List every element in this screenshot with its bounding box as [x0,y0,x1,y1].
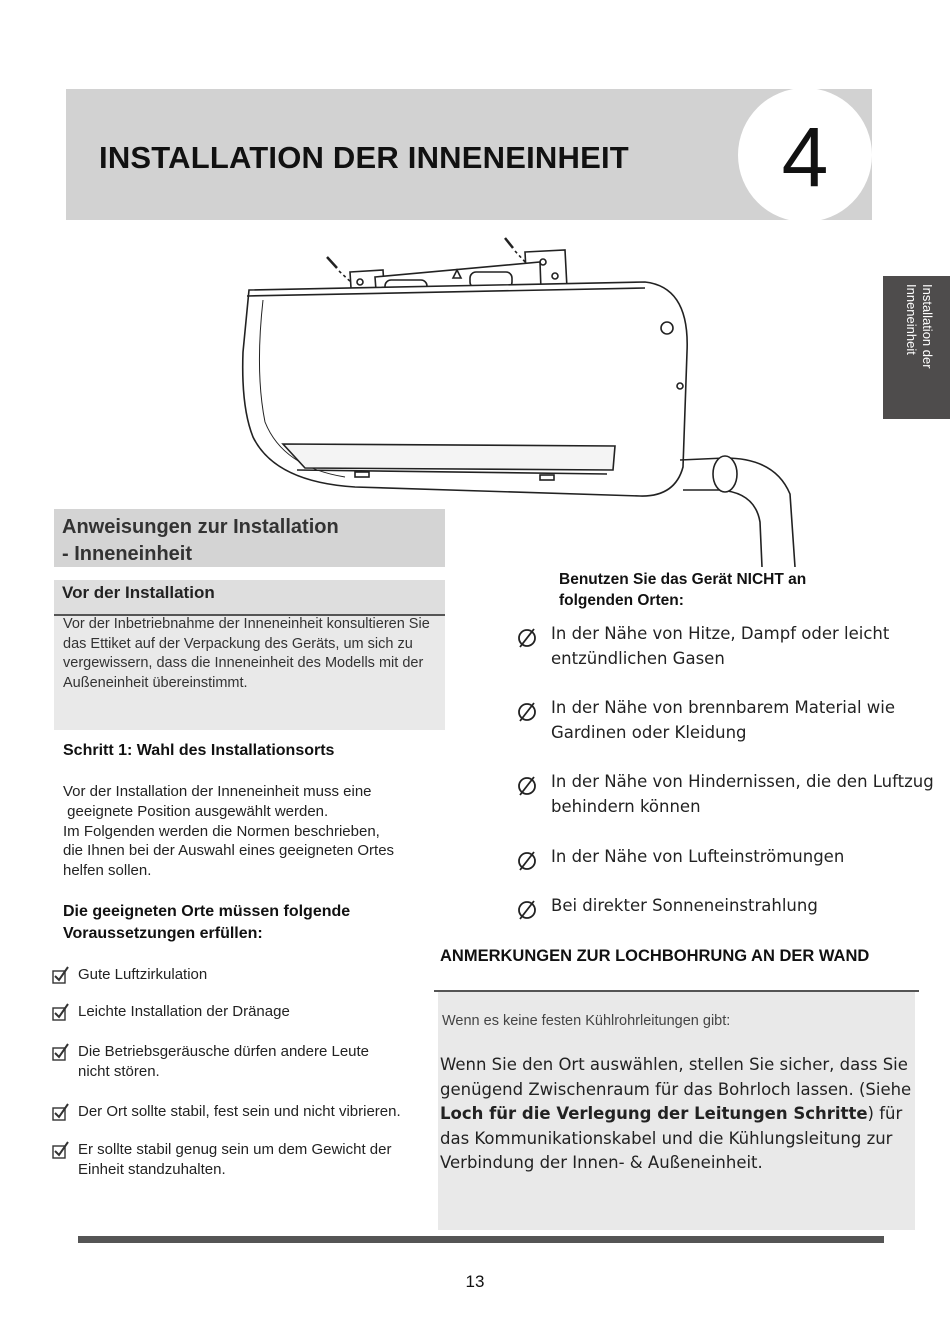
screw-icon-right [505,238,527,264]
wall-hole-notes-title: ANMERKUNGEN ZUR LOCHBOHRUNG AN DER WAND [440,947,870,965]
checkbox-check-icon [52,1043,70,1061]
screw-icon-left [327,257,353,284]
requirement-text: Leichte Installation der Dränage [78,1003,290,1020]
avoid-text: In der Nähe von Hitze, Dampf oder leicht entzündlichen Gasen [551,624,890,668]
requirements-title: Die geeigneten Orte müssen folgende Voraussetzungen erfüllen: [63,903,351,942]
chapter-number-circle [738,88,872,222]
instructions-heading [62,514,339,568]
notes-text-bold-reference: Loch für die Verlegung der Leitungen Schritte [440,1104,868,1123]
instructions-heading-box [54,509,445,567]
wall-hole-notes-box [438,933,915,1230]
instructions-heading-line1: Anweisungen zur Installation [62,516,339,538]
requirement-text: Gute Luftzirkulation [78,966,208,983]
requirement-text: Der Ort sollte stabil, fest sein und nicht vibrieren. [78,1103,401,1120]
avoid-text: In der Nähe von Hindernissen, die den Luftzug behindern können [551,772,934,816]
step1-text-line: Im Folgenden werden die Normen beschrieben, [63,822,380,840]
step1-text-line: geeignete Position ausgewählt werden. [63,802,329,820]
wall-hole-notes-text [440,1053,915,1176]
before-installation-box [54,580,445,730]
step1-title: Schritt 1: Wahl des Installationsorts [63,742,335,759]
checkbox-check-icon [52,1141,70,1159]
before-installation-text: Vor der Inbetriebnahme der Inneneinheit konsultieren Sie das Ettiket auf der Verpackung des Geräts, um sich zu vergewissern, dass die Inneneinheit des Modells mit der Außeneinheit übereinstimmt. [63,616,430,691]
before-installation-title-bar [54,580,445,616]
avoid-text: In der Nähe von Lufteinströmungen [551,847,845,866]
avoid-text: In der Nähe von brennbarem Material wie Gardinen oder Kleidung [551,698,896,742]
indoor-unit-body [243,282,687,496]
avoid-text: Bei direkter Sonneneinstrahlung [551,896,818,915]
side-tab [883,276,950,419]
footer-rule [78,1236,884,1243]
notes-text-part: Wenn Sie den Ort auswählen, stellen Sie sicher, dass Sie genügend Zwischenraum für das Bohrloch lassen. (Siehe [440,1055,912,1099]
before-installation-title: Vor der Installation [62,583,215,602]
avoid-locations-title: Benutzen Sie das Gerät NICHT an folgenden Orten: [559,571,807,609]
refrigerant-pipe [680,456,795,567]
prohibited-icon [516,627,538,649]
chapter-title: INSTALLATION DER INNENEINHEIT [99,140,629,175]
checkbox-check-icon [52,1103,70,1121]
prohibited-icon [516,899,538,921]
step1-text [63,782,443,881]
prohibited-icon [516,775,538,797]
side-tab-label: Installation der Inneneinheit [904,284,935,369]
instructions-heading-line2: - Inneneinheit [62,543,192,565]
requirement-text: Er sollte stabil genug sein um dem Gewicht der Einheit standzuhalten. [78,1141,392,1178]
checkbox-check-icon [52,966,70,984]
checkbox-check-icon [52,1003,70,1021]
wall-hole-notes-title-bar [434,933,919,992]
step1-text-line: helfen sollen. [63,862,152,880]
prohibited-icon [516,850,538,872]
requirement-text: Die Betriebsgeräusche dürfen andere Leute nicht stören. [78,1043,370,1080]
step1-text-line: Vor der Installation der Inneneinheit muss eine [63,783,372,800]
notes-text-part: ) für das Kommunikationskabel und die Kühlungsleitung zur Verbindung der Innen- & Außeneinheit. [440,1104,903,1172]
wall-hole-notes-subtitle: Wenn es keine festen Kühlrohrleitungen gibt: [442,1013,731,1029]
step1-text-line: die Ihnen bei der Auswahl eines geeigneten Ortes [63,842,395,860]
chapter-number: 4 [781,110,829,204]
page-number: 13 [465,1272,485,1291]
prohibited-icon [516,701,538,723]
